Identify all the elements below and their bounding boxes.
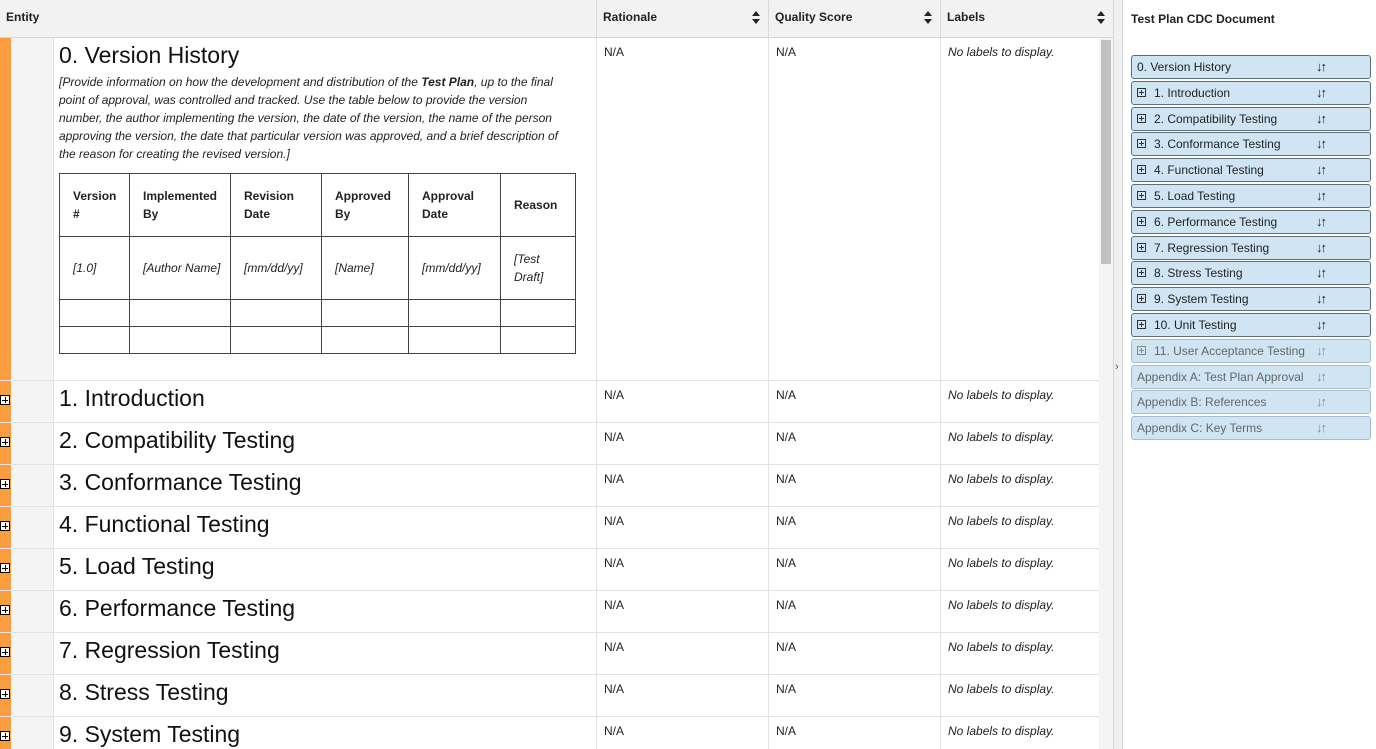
entity-cell <box>54 717 597 749</box>
column-header-rationale-label: Rationale <box>603 10 658 24</box>
outline-title: Test Plan CDC Document <box>1131 12 1275 26</box>
plus-square-icon[interactable] <box>1137 217 1146 226</box>
reorder-arrows-icon[interactable]: ↓↑ <box>1316 265 1325 281</box>
reorder-arrows-icon[interactable]: ↓↑ <box>1316 59 1325 74</box>
panel-splitter[interactable] <box>1113 0 1123 749</box>
reorder-arrows-icon[interactable]: ↓↑ <box>1316 420 1325 436</box>
row-gutter <box>11 381 54 422</box>
plus-square-icon[interactable] <box>1137 243 1146 252</box>
plus-square-icon[interactable] <box>1137 191 1146 200</box>
outline-item[interactable] <box>1131 390 1371 414</box>
quality-score-cell: N/A <box>769 423 941 464</box>
entity-cell <box>54 507 597 548</box>
plus-square-icon[interactable] <box>1137 165 1146 174</box>
reorder-arrows-icon[interactable]: ↓↑ <box>1316 291 1325 307</box>
outline-item-label: 8. Stress Testing <box>1154 266 1243 281</box>
section-title: 7. Regression Testing <box>59 637 280 663</box>
table-header-cell: Reason <box>501 174 576 237</box>
entity-cell <box>54 591 597 632</box>
outline-item-label: 6. Performance Testing <box>1154 214 1278 229</box>
reorder-arrows-icon[interactable]: ↓↑ <box>1316 162 1325 178</box>
labels-cell: No labels to display. <box>948 388 1055 402</box>
description-text-end: , up to the final point of approval, was controlled and tracked. Use the table below to provide the version number, the author implementing the version, the date of the version, the name of the person approving the version, the date that particular version was approved, and a brief description of the reason for creating the revised version.] <box>59 75 558 161</box>
entity-cell <box>54 381 597 422</box>
table-cell <box>60 300 130 327</box>
table-cell <box>409 300 501 327</box>
row-gutter <box>11 38 54 380</box>
reorder-arrows-icon[interactable]: ↓↑ <box>1316 239 1325 255</box>
column-header-labels-label: Labels <box>947 10 986 24</box>
labels-cell: No labels to display. <box>948 45 1055 59</box>
row-marker <box>0 549 11 590</box>
outline-item-label: 10. Unit Testing <box>1154 318 1237 332</box>
plus-square-icon[interactable] <box>0 395 10 405</box>
table-row[interactable] <box>0 549 1113 591</box>
outline-item[interactable] <box>1131 339 1371 363</box>
section-title: 6. Performance Testing <box>59 595 296 621</box>
plus-square-icon[interactable] <box>1137 88 1146 97</box>
table-row-version-history[interactable] <box>0 38 1113 381</box>
section-title: 1. Introduction <box>59 385 205 411</box>
table-cell: [Test Draft] <box>501 237 576 300</box>
entity-cell <box>54 423 597 464</box>
table-header-cell: Revision Date <box>231 174 322 237</box>
section-title: 8. Stress Testing <box>59 679 229 705</box>
row-gutter <box>11 675 54 716</box>
row-marker <box>0 38 11 380</box>
table-row[interactable] <box>0 423 1113 465</box>
plus-square-icon[interactable] <box>0 647 10 657</box>
outline-item-label: 9. System Testing <box>1154 292 1249 307</box>
labels-cell: No labels to display. <box>948 556 1055 570</box>
outline-item-label: Appendix B: References <box>1137 395 1267 410</box>
table-cell <box>130 327 231 354</box>
outline-item[interactable] <box>1131 365 1371 389</box>
outline-item[interactable] <box>1131 55 1371 79</box>
table-cell <box>231 300 322 327</box>
table-row[interactable] <box>0 381 1113 423</box>
row-gutter <box>11 717 54 749</box>
row-marker <box>0 423 11 464</box>
row-marker <box>0 591 11 632</box>
reorder-arrows-icon[interactable]: ↓↑ <box>1316 110 1325 126</box>
row-gutter <box>11 591 54 632</box>
description-text-start: [Provide information on how the development and distribution of the <box>59 75 422 89</box>
outline-item[interactable] <box>1131 261 1371 285</box>
entity-cell <box>54 675 597 716</box>
outline-item[interactable] <box>1131 236 1371 260</box>
section-title: 2. Compatibility Testing <box>59 427 296 453</box>
outline-item[interactable] <box>1131 184 1371 208</box>
reorder-arrows-icon[interactable]: ↓↑ <box>1316 136 1325 152</box>
entity-cell <box>54 465 597 506</box>
table-row[interactable] <box>0 507 1113 549</box>
plus-square-icon[interactable] <box>1137 320 1146 329</box>
outline-panel <box>1123 0 1376 749</box>
plus-square-icon[interactable] <box>1137 294 1146 303</box>
rationale-cell: N/A <box>597 717 769 749</box>
quality-score-cell: N/A <box>769 717 941 749</box>
labels-cell: No labels to display. <box>948 514 1055 528</box>
outline-item-label: 4. Functional Testing <box>1154 163 1264 178</box>
table-header-cell: Version # <box>60 174 130 237</box>
quality-score-cell: N/A <box>769 549 941 590</box>
table-cell: [mm/dd/yy] <box>409 237 501 300</box>
row-marker <box>0 633 11 674</box>
plus-square-icon[interactable] <box>0 437 10 447</box>
outline-item-label: 7. Regression Testing <box>1154 240 1270 255</box>
entity-cell <box>54 38 597 380</box>
entity-cell <box>54 549 597 590</box>
table-cell <box>60 327 130 354</box>
table-cell <box>322 300 409 327</box>
section-title: 5. Load Testing <box>59 553 215 579</box>
table-row[interactable] <box>0 675 1113 717</box>
labels-cell: No labels to display. <box>948 682 1055 696</box>
outline-item-label: 3. Conformance Testing <box>1154 137 1281 152</box>
outline-item[interactable] <box>1131 287 1371 311</box>
sort-arrows-icon[interactable] <box>752 11 760 25</box>
table-cell <box>501 327 576 354</box>
reorder-arrows-icon[interactable]: ↓↑ <box>1316 84 1325 100</box>
row-gutter <box>11 633 54 674</box>
table-row[interactable] <box>0 633 1113 675</box>
version-history-table <box>59 173 576 354</box>
quality-score-cell: N/A <box>769 591 941 632</box>
labels-cell: No labels to display. <box>948 430 1055 444</box>
row-gutter <box>11 465 54 506</box>
sort-arrows-icon[interactable] <box>1097 11 1105 25</box>
quality-score-cell: N/A <box>769 675 941 716</box>
outline-item-label: 5. Load Testing <box>1154 189 1236 203</box>
quality-score-cell: N/A <box>769 633 941 674</box>
plus-square-icon[interactable] <box>1137 114 1146 123</box>
quality-score-cell: N/A <box>769 507 941 548</box>
reorder-arrows-icon[interactable]: ↓↑ <box>1316 317 1325 332</box>
quality-score-cell: N/A <box>769 381 941 422</box>
labels-cell: No labels to display. <box>948 598 1055 612</box>
plus-square-icon[interactable] <box>0 689 10 699</box>
table-cell: [mm/dd/yy] <box>231 237 322 300</box>
table-cell: [Name] <box>322 237 409 300</box>
outline-item-label: 2. Compatibility Testing <box>1154 111 1278 126</box>
outline-item-label: 11. User Acceptance Testing <box>1154 343 1305 358</box>
labels-cell: No labels to display. <box>948 472 1055 486</box>
outline-item[interactable] <box>1131 416 1371 440</box>
column-header-quality-score-label: Quality Score <box>775 10 853 24</box>
description-bold-term: Test Plan <box>421 75 475 89</box>
table-cell <box>322 327 409 354</box>
sort-arrows-icon[interactable] <box>924 11 932 25</box>
vertical-scrollbar[interactable] <box>1099 38 1113 749</box>
reorder-arrows-icon[interactable]: ↓↑ <box>1316 394 1325 410</box>
rationale-cell: N/A <box>597 381 769 422</box>
column-header-entity-label: Entity <box>6 10 40 24</box>
table-header-cell: Approval Date <box>409 174 501 237</box>
table-row[interactable] <box>0 591 1113 633</box>
outline-item-label: 0. Version History <box>1137 60 1232 74</box>
reorder-arrows-icon[interactable]: ↓↑ <box>1316 368 1325 384</box>
outline-item[interactable] <box>1131 107 1371 131</box>
plus-square-icon[interactable] <box>1137 268 1146 277</box>
table-cell <box>231 327 322 354</box>
row-marker <box>0 675 11 716</box>
row-marker <box>0 717 11 749</box>
table-cell: [Author Name] <box>130 237 231 300</box>
outline-item-label: Appendix A: Test Plan Approval <box>1137 369 1304 384</box>
reorder-arrows-icon[interactable]: ↓↑ <box>1316 213 1325 229</box>
row-marker <box>0 465 11 506</box>
row-marker <box>0 507 11 548</box>
rationale-cell: N/A <box>597 38 769 380</box>
section-title: 3. Conformance Testing <box>59 469 302 495</box>
chevron-right-icon[interactable]: › <box>1115 361 1119 373</box>
rationale-cell: N/A <box>597 465 769 506</box>
rationale-cell: N/A <box>597 675 769 716</box>
rationale-cell: N/A <box>597 423 769 464</box>
labels-cell: No labels to display. <box>948 724 1055 738</box>
quality-score-cell: N/A <box>769 465 941 506</box>
section-title: 9. System Testing <box>59 721 241 747</box>
outline-item-label: Appendix C: Key Terms <box>1137 421 1263 436</box>
grid-header <box>0 0 1113 38</box>
column-header-entity[interactable] <box>0 0 597 37</box>
plus-square-icon[interactable] <box>1137 346 1146 355</box>
section-title: 0. Version History <box>59 42 240 68</box>
outline-item-label: 1. Introduction <box>1154 85 1231 100</box>
rationale-cell: N/A <box>597 549 769 590</box>
outline-item[interactable] <box>1131 158 1371 182</box>
table-cell <box>501 300 576 327</box>
outline-item[interactable] <box>1131 81 1371 105</box>
table-row[interactable] <box>0 465 1113 507</box>
quality-score-cell: N/A <box>769 38 941 380</box>
row-gutter <box>11 549 54 590</box>
row-gutter <box>11 423 54 464</box>
rationale-cell: N/A <box>597 591 769 632</box>
outline-item[interactable] <box>1131 313 1371 337</box>
plus-square-icon[interactable] <box>0 605 10 615</box>
outline-item[interactable] <box>1131 132 1371 156</box>
table-header-cell: Implemented By <box>130 174 231 237</box>
row-marker <box>0 381 11 422</box>
table-row[interactable] <box>0 717 1113 749</box>
labels-cell: No labels to display. <box>948 640 1055 654</box>
grid-body <box>0 38 1113 749</box>
row-gutter <box>11 507 54 548</box>
table-cell <box>130 300 231 327</box>
table-cell <box>409 327 501 354</box>
section-title: 4. Functional Testing <box>59 511 270 537</box>
entity-cell <box>54 633 597 674</box>
collapsed-rows <box>0 381 1113 749</box>
rationale-cell: N/A <box>597 633 769 674</box>
scrollbar-thumb[interactable] <box>1101 40 1111 264</box>
column-header-quality-score[interactable] <box>769 0 941 37</box>
outline-item[interactable] <box>1131 210 1371 234</box>
plus-square-icon[interactable] <box>0 731 10 741</box>
reorder-arrows-icon[interactable]: ↓↑ <box>1316 188 1325 203</box>
plus-square-icon[interactable] <box>1137 139 1146 148</box>
table-cell: [1.0] <box>60 237 130 300</box>
table-header-cell: Approved By <box>322 174 409 237</box>
rationale-cell: N/A <box>597 507 769 548</box>
reorder-arrows-icon[interactable]: ↓↑ <box>1316 342 1325 358</box>
section-description <box>59 73 564 163</box>
column-header-rationale[interactable] <box>597 0 769 37</box>
plus-square-icon[interactable] <box>0 479 10 489</box>
column-header-labels[interactable] <box>941 0 1113 37</box>
plus-square-icon[interactable] <box>0 563 10 573</box>
plus-square-icon[interactable] <box>0 521 10 531</box>
